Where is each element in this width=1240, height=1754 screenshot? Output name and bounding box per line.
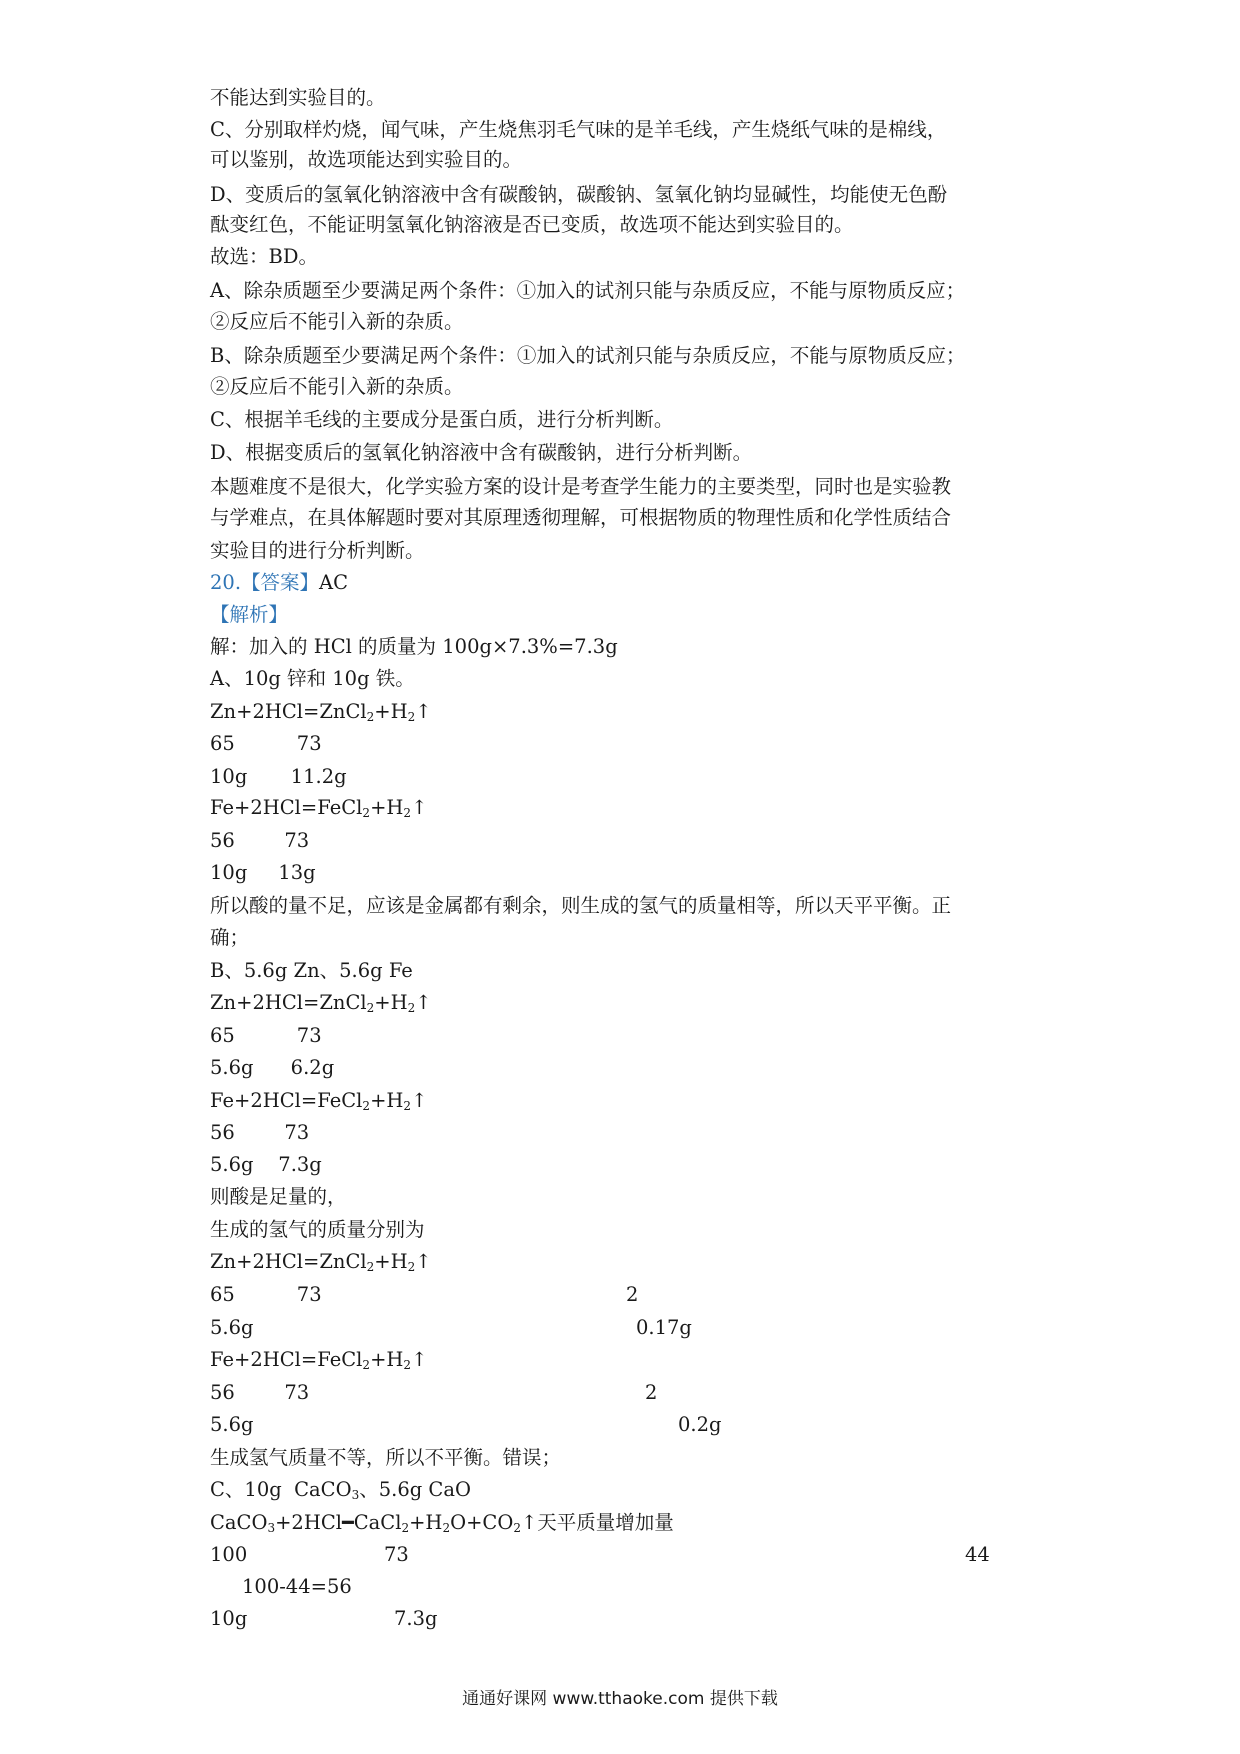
text-line: C、根据羊毛线的主要成分是蛋白质，进行分析判断。 (210, 408, 674, 431)
text-line: 故选：BD。 (210, 245, 318, 268)
text-line: 生成的氢气的质量分别为 (210, 1218, 425, 1241)
text-line: 10g 11.2g (210, 765, 347, 788)
text-line: 本题难度不是很大，化学实验方案的设计是考查学生能力的主要类型，同时也是实验教 (210, 475, 952, 498)
text-line: 2 (645, 1381, 658, 1404)
text-line: 7.3g (394, 1607, 438, 1630)
equation-line: $Fe+2HCl=FeCl_2+H_2↑$ (210, 796, 428, 820)
text-line: 100 (210, 1543, 248, 1566)
text-line: 73 (384, 1543, 409, 1566)
equation-line: $Fe+2HCl=FeCl_2+H_2↑$ (210, 1089, 428, 1113)
text-line: 44 (965, 1543, 990, 1566)
equation-line: $Zn+2HCl=ZnCl_2+H_2↑$ (210, 991, 432, 1015)
text-line: 5.6g (210, 1316, 254, 1339)
text-line: 0.17g (636, 1316, 692, 1339)
text-line: 65 73 (210, 1024, 322, 1047)
text-line: 确； (210, 926, 250, 949)
text-line: 酞变红色，不能证明氢氧化钠溶液是否已变质，故选项不能达到实验目的。 (210, 213, 854, 236)
text-line: 可以鉴别，故选项能达到实验目的。 (210, 148, 523, 171)
text-line: 不能达到实验目的。 (210, 86, 386, 109)
text-line: 65 73 (210, 1283, 322, 1306)
text-line: 则酸是足量的， (210, 1185, 347, 1208)
text-line: 56 73 (210, 1121, 310, 1144)
text-line: C、分别取样灼烧，闻气味，产生烧焦羽毛气味的是羊毛线，产生烧纸气味的是棉线， (210, 118, 947, 141)
text-line: 生成氢气质量不等，所以不平衡。错误； (210, 1446, 562, 1469)
text-line: B、除杂质题至少要满足两个条件：①加入的试剂只能与杂质反应，不能与原物质反应； (210, 344, 966, 367)
text-line: 5.6g 6.2g (210, 1056, 335, 1079)
text-line: C、10g CaCO$_3$、5.6g CaO (210, 1478, 471, 1502)
equation-line: $Zn+2HCl=ZnCl_2+H_2↑$ (210, 700, 432, 724)
equation-line: $CaCO_3+2HCl━CaCl_2+H_2O+CO_2↑$天平质量增加量 (210, 1511, 674, 1535)
text-line: ②反应后不能引入新的杂质。 (210, 310, 464, 333)
text-line: 100-44=56 (242, 1575, 352, 1598)
analysis-label: 【解析】 (210, 603, 289, 626)
answer-line (210, 570, 348, 596)
text-line: 5.6g 7.3g (210, 1153, 322, 1176)
text-line: 与学难点，在具体解题时要对其原理透彻理解，可根据物质的物理性质和化学性质结合 (210, 506, 952, 529)
text-line: 10g (210, 1607, 248, 1630)
equation-line: $Fe+2HCl=FeCl_2+H_2↑$ (210, 1348, 428, 1372)
text-line: 56 73 (210, 829, 310, 852)
text-line: A、10g 锌和 10g 铁。 (210, 667, 415, 690)
text-line: D、根据变质后的氢氧化钠溶液中含有碳酸钠，进行分析判断。 (210, 441, 753, 464)
text-line: B、5.6g Zn、5.6g Fe (210, 959, 413, 982)
text-line: A、除杂质题至少要满足两个条件：①加入的试剂只能与杂质反应，不能与原物质反应； (210, 279, 966, 302)
text-line: 所以酸的量不足，应该是金属都有剩余，则生成的氢气的质量相等，所以天平平衡。正 (210, 894, 952, 917)
text-line: 65 73 (210, 732, 322, 755)
text-line: ②反应后不能引入新的杂质。 (210, 375, 464, 398)
answer-value: AC (319, 571, 349, 594)
page-footer: 通通好课网 www.tthaoke.com 提供下载 (462, 1689, 778, 1709)
text-line: 56 73 (210, 1381, 310, 1404)
text-line: 0.2g (678, 1413, 722, 1436)
text-line: D、变质后的氢氧化钠溶液中含有碳酸钠，碳酸钠、氢氧化钠均显碱性，均能使无色酚 (210, 183, 948, 206)
text-line: 10g 13g (210, 861, 316, 884)
text-line: 解：加入的 HCl 的质量为 100g×7.3%=7.3g (210, 635, 618, 658)
text-line: 实验目的进行分析判断。 (210, 539, 425, 562)
text-line: 5.6g (210, 1413, 254, 1436)
equation-line: $Zn+2HCl=ZnCl_2+H_2↑$ (210, 1250, 432, 1274)
answer-label: 20.【答案】 (210, 571, 320, 594)
text-line: 2 (626, 1283, 639, 1306)
